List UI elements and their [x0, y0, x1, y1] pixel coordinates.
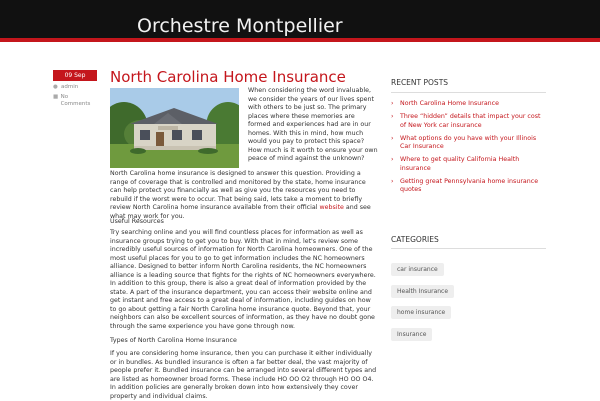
recent-post-item[interactable]: [391, 113, 546, 130]
chevron-right-icon: ›: [391, 177, 394, 185]
recent-post-link[interactable]: Three “hidden” details that impact your cost of New York car insurance: [400, 113, 541, 129]
post-paragraph-4: If you are considering home insurance, then you can purchase it either individually or in bundles. As bundled insurance is often a far better deal, the vast majority of people prefer it. Bundled insurance can be arranged into several different types and are listed as homeowner broad forms. These include HO OO O2 through HO OO O4. In addition policies are generally broken down into how extensively they cover property and individual claims.: [110, 350, 377, 400]
recent-post-item[interactable]: [391, 178, 546, 195]
post-paragraph-2: [110, 170, 378, 221]
recent-post-item[interactable]: [391, 156, 546, 173]
divider: [391, 92, 546, 93]
category-tag[interactable]: Health Insurance: [391, 285, 454, 298]
category-tag[interactable]: home insurance: [391, 306, 451, 319]
author-name[interactable]: admin: [61, 84, 79, 90]
chevron-right-icon: ›: [391, 100, 394, 107]
category-tag[interactable]: Insurance: [391, 328, 432, 341]
house-illustration: [110, 88, 239, 168]
accent-bar: [0, 38, 600, 42]
chevron-right-icon: ›: [391, 113, 394, 120]
paragraph-2-text-a: North Carolina home insurance is designed to answer this question. Providing a range of coverage that is controlled and monitored by the state, home insurance can help protect you financially as well as give you the resources you need to rebuild if the worst were to occur. That being said, lets take a moment to briefly review North Carolina home insurance available from their official: [110, 170, 366, 211]
post-author[interactable]: [53, 84, 97, 91]
recent-post-item[interactable]: [391, 100, 546, 109]
recent-posts-list: [391, 100, 546, 199]
post-meta: [53, 70, 97, 108]
categories-heading: CATEGORIES: [391, 235, 439, 244]
useful-resources-heading: Useful Resources: [110, 218, 164, 225]
recent-post-link[interactable]: Where to get quality California Health insurance: [400, 156, 520, 172]
chevron-right-icon: ›: [391, 156, 394, 163]
recent-post-item[interactable]: [391, 135, 546, 152]
post-paragraph-1: When considering the word invaluable, we consider the years of our lives spent with others to be just so. The primary places where these memories are formed and experiences had are in our homes. With this in mind, how much would you pay to protect this space? How much is it worth to ensure your own peace of mind against the unknown?: [248, 87, 378, 162]
date-badge: 09 Sep: [53, 70, 97, 81]
post-paragraph-3: Try searching online and you will find countless places for information as well as insurance groups trying to get you to buy. With that in mind, let's review some incredibly useful sources of information for North Carolina homeowners. One of the most useful places for you to go to get information includes the NC homeowners alliance. Designed to better inform North Carolina residents, the NC homeowners alliance is a leading source that fights for the rights of NC homeowners everywhere. In addition to this group, there is also a great deal of information provided by the state. A part of the insurance department, you can access their website online and get instant and free access to a great deal of information, including guides on how to go about getting a fair North Carolina home insurance quote. Beyond that, your neighbors can also be excellent sources of information, as they have no doubt gone through the same experience you have gone through now.: [110, 229, 376, 330]
user-icon: ●: [53, 84, 58, 90]
post-comments[interactable]: [53, 94, 97, 108]
category-tag[interactable]: car insurance: [391, 263, 444, 276]
recent-post-link[interactable]: What options do you have with your Illinois Car Insurance: [400, 134, 537, 150]
recent-post-link[interactable]: North Carolina Home Insurance: [400, 100, 500, 107]
house-image: [110, 88, 239, 168]
chevron-right-icon: ›: [391, 134, 394, 142]
categories-list: [391, 256, 546, 342]
site-header: [0, 0, 600, 38]
recent-post-link[interactable]: Getting great Pennsylvania home insurance quotes: [400, 177, 539, 193]
site-title[interactable]: Orchestre Montpellier: [137, 15, 343, 37]
official-website-link[interactable]: website: [319, 204, 344, 211]
recent-posts-heading: RECENT POSTS: [391, 78, 449, 87]
comment-icon: ■: [53, 94, 59, 100]
post-title[interactable]: North Carolina Home Insurance: [110, 68, 346, 86]
paragraph-2-text-b: and see what may work for you.: [110, 204, 371, 220]
comments-link[interactable]: No Comments: [60, 94, 91, 107]
divider: [391, 248, 546, 249]
types-heading: Types of North Carolina Home Insurance: [110, 337, 237, 344]
